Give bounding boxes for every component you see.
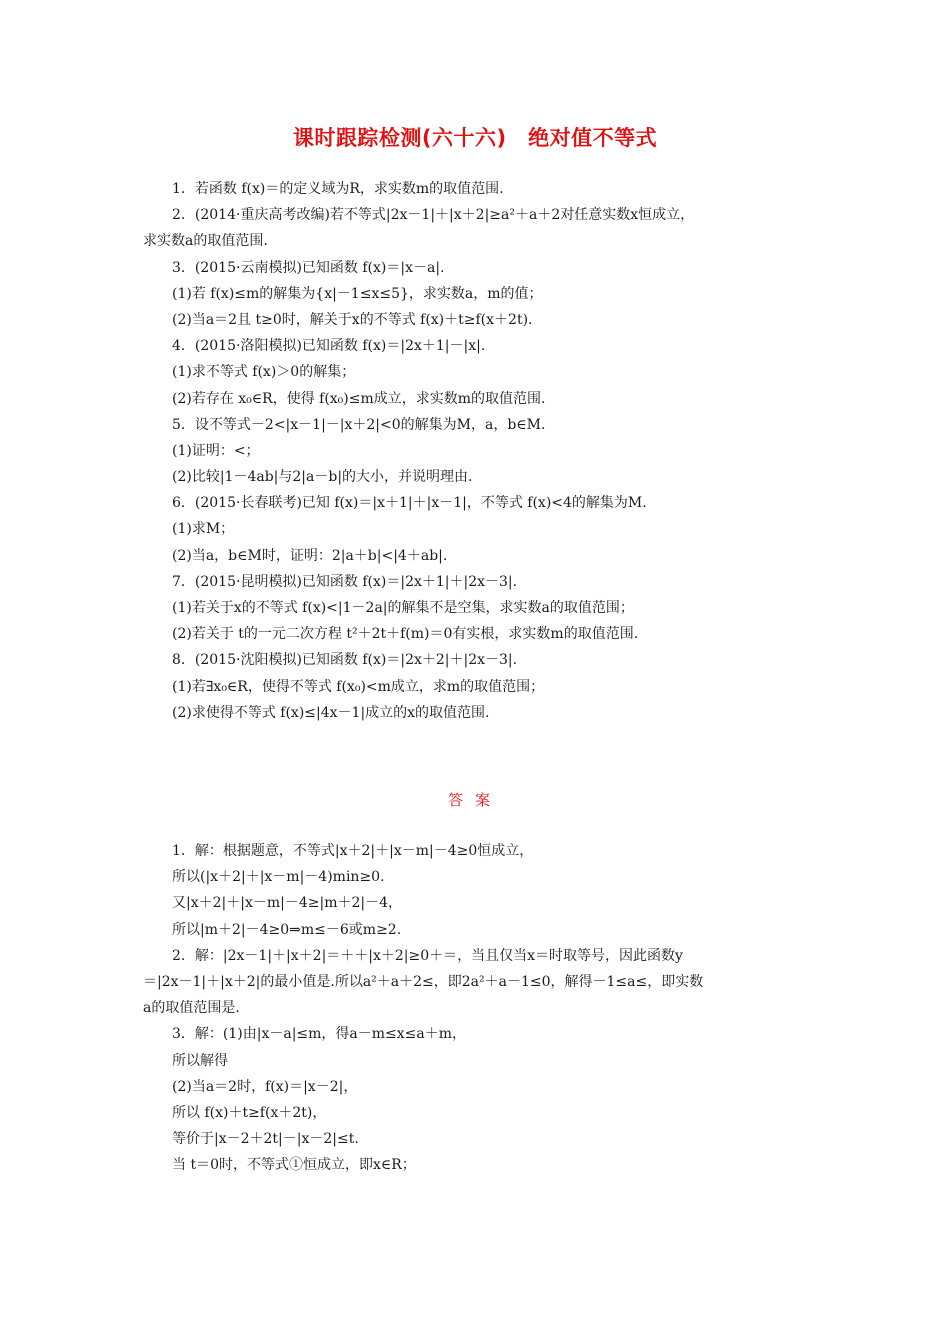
answer-line: (2)当a＝2时，f(x)＝|x－2|， — [172, 1078, 358, 1095]
question-line: (2)比较|1－4ab|与2|a－b|的大小，并说明理由. — [172, 469, 473, 486]
answer-line: 所以|m＋2|－4≥0⇒m≤－6或m≥2. — [172, 921, 402, 938]
question-line: 5．设不等式－2<|x－1|－|x＋2|<0的解集为M，a，b∈M. — [172, 416, 546, 433]
page-title: 课时跟踪检测(六十六) 绝对值不等式 — [292, 126, 658, 150]
answer-line: 所以(|x＋2|＋|x－m|－4)min≥0. — [172, 869, 385, 886]
answer-line: a的取值范围是. — [143, 1000, 240, 1017]
answer-heading: 答案 — [447, 791, 502, 809]
question-line: (1)若 f(x)≤m的解集为{x|－1≤x≤5}，求实数a，m的值； — [172, 285, 543, 302]
question-line: 求实数a的取值范围. — [143, 233, 268, 250]
answer-line: 2．解：|2x－1|＋|x＋2|＝＋＋|x＋2|≥0＋＝，当且仅当x＝时取等号，因此函数y — [172, 947, 683, 964]
question-line: 4．(2015·洛阳模拟)已知函数 f(x)＝|2x＋1|－|x|. — [172, 338, 486, 355]
answer-line: 所以 f(x)＋t≥f(x＋2t)， — [172, 1104, 327, 1121]
question-line: 1．若函数 f(x)＝的定义域为R，求实数m的取值范围. — [172, 181, 504, 197]
question-line: 3．(2015·云南模拟)已知函数 f(x)＝|x－a|. — [172, 259, 445, 276]
question-line: (2)当a＝2且 t≥0时，解关于x的不等式 f(x)＋t≥f(x＋2t). — [172, 311, 533, 328]
question-line: 6．(2015·长春联考)已知 f(x)＝|x＋1|＋|x－1|，不等式 f(x)<4的解集为M. — [172, 495, 647, 512]
answer-line: 1．解：根据题意，不等式|x＋2|＋|x－m|－4≥0恒成立， — [172, 843, 534, 859]
question-line: (2)求使得不等式 f(x)≤|4x－1|成立的x的取值范围. — [172, 704, 490, 721]
answer-line: 当 t＝0时，不等式①恒成立，即x∈R； — [172, 1157, 416, 1174]
question-line: (2)若关于 t的一元二次方程 t²＋2t＋f(m)＝0有实根，求实数m的取值范围. — [172, 626, 639, 643]
question-line: 7．(2015·昆明模拟)已知函数 f(x)＝|2x＋1|＋|2x－3|. — [172, 573, 518, 590]
answer-line: 又|x＋2|＋|x－m|－4≥|m＋2|－4， — [172, 895, 403, 912]
question-line: 2．(2014·重庆高考改编)若不等式|2x－1|＋|x＋2|≥a²＋a＋2对任意实数x恒成立， — [172, 207, 695, 224]
answer-line: 所以解得 — [172, 1052, 228, 1069]
answer-line: 等价于|x－2＋2t|－|x－2|≤t. — [172, 1131, 359, 1148]
question-line: (1)求不等式 f(x)＞0的解集； — [172, 364, 356, 381]
question-line: (2)若存在 x₀∈R，使得 f(x₀)≤m成立，求实数m的取值范围. — [172, 390, 546, 407]
question-line: (1)若∃x₀∈R，使得不等式 f(x₀)<m成立，求m的取值范围； — [172, 678, 545, 695]
question-line: (1)求M； — [172, 521, 235, 538]
question-line: (2)当a，b∈M时，证明：2|a＋b|<|4＋ab|. — [172, 547, 448, 564]
question-line: (1)若关于x的不等式 f(x)<|1－2a|的解集不是空集，求实数a的取值范围； — [172, 600, 634, 616]
question-list — [143, 176, 813, 726]
question-line: 8．(2015·沈阳模拟)已知函数 f(x)＝|2x＋2|＋|2x－3|. — [172, 652, 518, 669]
question-line: (1)证明：<； — [172, 442, 260, 459]
answer-list — [143, 838, 813, 1178]
answer-line: 3．解：(1)由|x－a|≤m，得a－m≤x≤a＋m， — [172, 1026, 467, 1043]
answer-line: ＝|2x－1|＋|x＋2|的最小值是.所以a²＋a＋2≤，即2a²＋a－1≤0，解得－1≤a≤，即实数 — [143, 973, 704, 990]
